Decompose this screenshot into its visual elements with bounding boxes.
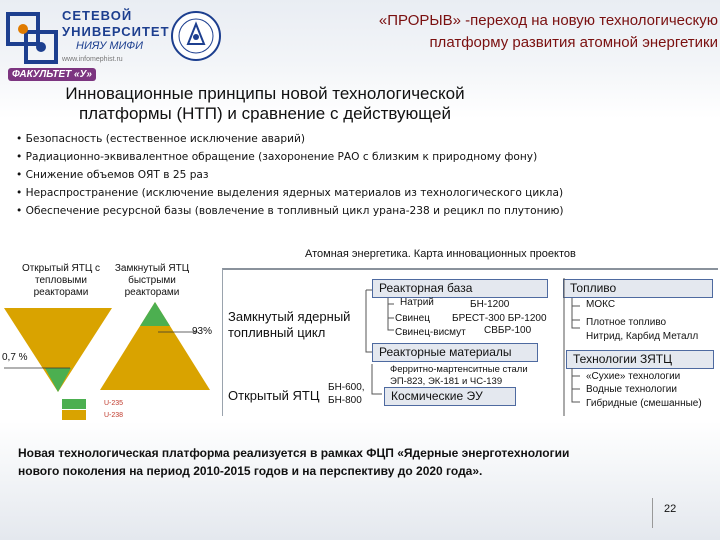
reactor-bn1200: БН-1200: [470, 299, 510, 310]
conclusion-text: [18, 444, 708, 480]
fuel-item-mox: МОКС: [586, 299, 616, 310]
reactor-materials-box: Реакторные материалы: [372, 343, 538, 362]
closed-cycle-box: Замкнутый ядерный топливный цикл: [224, 305, 366, 353]
closed-cycle-label: Замкнутый ЯТЦ быстрыми реакторами: [114, 263, 190, 298]
principle-item: • Нераспространение (исключение выделения ядерных материалов из технологического цикла): [16, 184, 716, 202]
page-number: 22: [664, 503, 677, 515]
tech-item-water: Водные технологии: [586, 384, 677, 395]
university-website: www.infomephist.ru: [62, 56, 123, 63]
principle-item: • Безопасность (естественное исключение аварий): [16, 130, 716, 148]
space-power-box: Космические ЭУ: [384, 387, 516, 406]
tech-item-dry: «Сухие» технологии: [586, 371, 681, 382]
principle-item: • Снижение объемов ОЯТ в 25 раз: [16, 166, 716, 184]
principle-item: • Радиационно-эквивалентное обращение (захоронение РАО с близким к природному фону): [16, 148, 716, 166]
open-bn600: БН-600,: [328, 382, 365, 393]
tech-item-hybrid: Гибридные (смешанные): [586, 398, 702, 409]
reactor-base-box: Реакторная база: [372, 279, 548, 298]
reactor-sodium: Натрий: [400, 297, 434, 308]
university-logo: [4, 10, 60, 66]
reactor-lead-bismuth: Свинец-висмут: [395, 327, 466, 338]
slide-title-line1: «ПРОРЫВ» -переход на новую технологическую: [378, 12, 718, 29]
materials-steels: Ферритно-мартенситные стали: [390, 364, 528, 375]
legend-u238-swatch: [62, 410, 86, 420]
closed-cycle-triangle-u235: [140, 302, 170, 326]
open-cycle-box: Открытый ЯТЦ: [224, 386, 326, 406]
reactor-lead: Свинец: [395, 313, 430, 324]
reactor-svbr: СВБР-100: [484, 325, 532, 336]
university-line1: СЕТЕВОЙ: [62, 8, 133, 23]
slide-title: [250, 10, 718, 54]
conclusion-line1: Новая технологическая платформа реализуется в рамках ФЦП «Ядерные энерготехнологии: [18, 446, 570, 460]
fuel-box: Топливо: [563, 279, 713, 298]
subtitle-line2: платформы (НТП) и сравнение с действующей: [78, 104, 452, 123]
open-cycle-label: Открытый ЯТЦ с тепловыми реакторами: [21, 263, 101, 298]
page-divider: [652, 498, 653, 528]
university-line2: УНИВЕРСИТЕТ: [62, 24, 170, 39]
slide-subtitle: [0, 84, 530, 124]
open-cycle-triangle-u235: [45, 368, 71, 392]
open-cycle-percent: 0,7 %: [2, 352, 28, 363]
slide-title-line2: платформу развития атомной энергетики: [429, 34, 718, 51]
reactor-brest: БРЕСТ-300 БР-1200: [452, 313, 547, 324]
fuel-item-dense: Плотное топливо: [586, 317, 667, 328]
university-name: [62, 8, 172, 63]
closed-cycle-percent: 93%: [192, 326, 213, 337]
legend-u235-swatch: [62, 399, 86, 409]
map-title: Атомная энергетика. Карта инновационных проектов: [305, 248, 576, 260]
map-connectors: [222, 268, 718, 416]
university-line3: НИЯУ МИФИ: [76, 40, 144, 52]
legend-u238-label: U-238: [104, 412, 124, 419]
principles-list: [16, 130, 716, 220]
faculty-badge: ФАКУЛЬТЕТ «У»: [8, 68, 96, 81]
closed-cycle-tech-box: Технологии ЗЯТЦ: [566, 350, 714, 369]
conclusion-line2: нового поколения на период 2010-2015 годов и на перспективу до 2020 года».: [18, 464, 483, 478]
fuel-triangles: [0, 298, 222, 398]
materials-grades: ЭП-823, ЭК-181 и ЧС-139: [390, 376, 503, 387]
fuel-item-nitride: Нитрид, Карбид Металл: [586, 331, 699, 342]
open-bn800: БН-800: [328, 395, 362, 406]
subtitle-line1: Инновационные принципы новой технологической: [65, 84, 465, 103]
principle-item: • Обеспечение ресурсной базы (вовлечение в топливный цикл урана-238 и рецикл по плутонию): [16, 202, 716, 220]
legend-u235-label: U-235: [104, 400, 124, 407]
institute-seal-logo: [170, 10, 222, 62]
